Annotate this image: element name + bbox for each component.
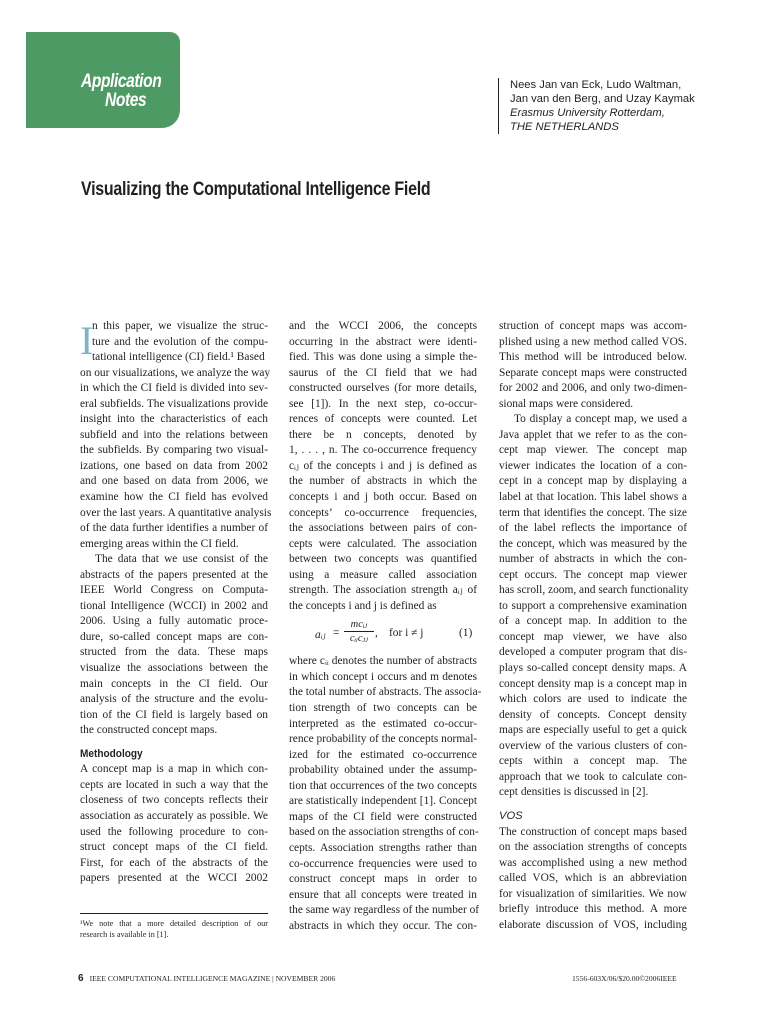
- text-line: in which concept i occurs and m denotes: [289, 670, 477, 683]
- text-line: where cᵢᵢ denotes the number of abstracts: [289, 655, 477, 668]
- text-line: interpreted as the estimated co-occur-: [289, 717, 477, 730]
- intro-block: [80, 319, 268, 366]
- text-line: concepts’ co-occurrence frequencies,: [289, 506, 477, 519]
- text-line: maps are especially useful to get a quick: [499, 724, 687, 737]
- text-line: sional maps were considered.: [499, 397, 634, 410]
- text-line: analysis of the structure and the evolu-: [80, 693, 268, 706]
- paragraph: [80, 762, 268, 886]
- text-line: n this paper, we visualize the struc-: [92, 320, 268, 332]
- text-line: there be n concepts, denoted by: [289, 428, 477, 441]
- text-line: in which the CI field is divided into sev-: [80, 382, 268, 395]
- text-line: cepts within a concept map. The: [499, 755, 687, 768]
- text-line: density of concepts. Concept density: [499, 708, 687, 721]
- text-line: association as accurately as possible. We: [80, 809, 268, 822]
- text-line: on our visualizations, we analyze the way: [80, 366, 271, 379]
- text-line: izations, one based on data from 2002: [80, 459, 268, 472]
- paragraph: [80, 366, 272, 553]
- text-line: overview of the various clusters of con-: [499, 739, 687, 752]
- page-number: 6: [78, 973, 84, 984]
- text-line: and one based on data from 2006, we: [80, 475, 268, 488]
- text-line: between two concepts was quantified: [289, 553, 477, 566]
- text-line: First, for each of the abstracts of the: [80, 856, 268, 869]
- text-line: plished using a new method called VOS.: [499, 335, 687, 348]
- text-line: eral subfields. The visualizations provide: [80, 397, 268, 410]
- text-line: concepts i and j both occur. Based on: [289, 491, 477, 504]
- page-footer-left: [78, 973, 335, 984]
- text-line: subfield and into the relations between: [80, 428, 268, 441]
- text-line: on the association strengths of concepts: [499, 841, 687, 854]
- text-line: Java applet that we refer to as the con-: [499, 428, 687, 441]
- text-line: was accomplished using a new method: [499, 856, 687, 869]
- text-line: the number of abstracts in which the: [289, 475, 477, 488]
- text-line: tion strength of two concepts can be: [289, 702, 477, 715]
- text-line: 1, . . . , n. The co-occurrence frequency: [289, 444, 477, 457]
- text-line: are statistically independent [1]. Concept: [289, 795, 477, 808]
- text-line: the total number of abstracts. The associa-: [289, 686, 482, 699]
- text-line: the same way regardless of the number of: [289, 904, 480, 917]
- paragraph: [499, 412, 687, 801]
- text-line: emerging areas within the CI field.: [80, 537, 239, 550]
- text-line: of a concept map. In addition to the: [499, 615, 687, 628]
- page-footer-right: 1556-603X/06/$20.00©2006IEEE: [572, 974, 677, 983]
- text-line: closeness of two concepts reflects their: [80, 794, 268, 807]
- section-badge-line2: Notes: [105, 90, 147, 111]
- text-line: to support a comprehensive examination: [499, 599, 687, 612]
- text-line: cᵢⱼ of the concepts i and j is defined as: [289, 459, 477, 472]
- text-line: plays so-called concept density maps. A: [499, 662, 687, 675]
- section-heading-vos: VOS: [499, 809, 523, 822]
- equation-denominator: cᵢᵢcⱼⱼ: [349, 633, 369, 645]
- text-line: the concept, which was measured by the: [499, 537, 687, 550]
- text-line: the concepts i and j is defined as: [289, 599, 437, 612]
- equation-comma: ,: [375, 627, 378, 640]
- text-line: co-occurrence frequencies were used to: [289, 857, 477, 870]
- text-line: the associations between pairs of con-: [289, 522, 477, 535]
- text-line: This method will be introduced below.: [499, 351, 687, 364]
- text-line: the subfields. By comparing two visual-: [80, 444, 268, 457]
- text-line: briefly introduce this method. A more: [499, 903, 687, 916]
- footnote: [80, 913, 268, 940]
- text-line: called VOS, which is an abbreviation: [499, 872, 687, 885]
- text-line: structed from the data. These maps: [80, 646, 268, 659]
- text-line: label at that location. This label shows a: [499, 491, 687, 504]
- text-line: Separate concept maps were constructed: [499, 366, 687, 379]
- text-line: IEEE World Congress on Computa-: [80, 584, 268, 597]
- text-line: tational intelligence (CI) field.¹ Based: [92, 351, 265, 364]
- section-badge-line1: Application: [81, 71, 162, 92]
- author-affiliation: Erasmus University Rotterdam,: [510, 107, 665, 119]
- text-line: using a measure called association: [289, 568, 477, 581]
- text-line: constructed ourselves (for more details,: [289, 382, 477, 395]
- text-line: cept map viewer. The concept map: [499, 444, 687, 457]
- footnote-line: research is available in [1].: [80, 930, 169, 939]
- text-line: cepts are located in such a way that the: [80, 778, 268, 791]
- equation-number: (1): [459, 627, 473, 640]
- text-line: viewer indicates the location of a con-: [499, 459, 687, 472]
- text-line: The data that we use consist of the: [95, 553, 268, 566]
- text-line: cept in a concept map by displaying a: [499, 475, 687, 488]
- text-line: fied. This was done using a simple the-: [289, 351, 477, 364]
- text-line: strength. The association strength aᵢⱼ of: [289, 584, 477, 597]
- text-line: examine how the CI field has evolved: [80, 491, 268, 504]
- equation-1: [289, 614, 477, 654]
- equation-equals: =: [333, 627, 340, 640]
- text-line: over the last years. A quantitative analysis: [80, 506, 272, 519]
- text-line: cepts. Association strengths rather than: [289, 841, 477, 854]
- text-line: papers presented at the WCCI 2002: [80, 872, 268, 885]
- text-line: and the WCCI 2006, the concepts: [289, 320, 477, 332]
- text-line: The construction of concept maps based: [499, 825, 687, 838]
- equation-fraction: [344, 618, 374, 645]
- footnote-line: ¹We note that a more detailed description of our: [80, 919, 268, 928]
- text-line: saurus of the CI field that we had: [289, 366, 477, 379]
- text-line: the constructed concept maps.: [80, 724, 218, 737]
- text-line: which colors are used to indicate the: [499, 693, 687, 706]
- text-line: approach that we took to calculate con-: [499, 770, 687, 783]
- text-line: visualize the associations between the: [80, 662, 268, 675]
- article-title: Visualizing the Computational Intelligence Field: [81, 179, 431, 200]
- text-line: struct concept maps of the CI field.: [80, 841, 268, 854]
- column-1: [80, 318, 272, 887]
- paragraph: [289, 319, 477, 614]
- text-line: for visualization of similarities. We now: [499, 887, 687, 900]
- equation-numerator: mcᵢⱼ: [344, 618, 374, 632]
- paragraph: [499, 319, 687, 412]
- text-line: cepts were calculated. The association: [289, 537, 477, 550]
- text-line: elaborate discussion of VOS, including: [499, 918, 687, 931]
- text-line: A concept map is a map in which con-: [80, 763, 268, 776]
- text-line: main concepts in the CI field. Our: [80, 677, 268, 690]
- paragraph: [289, 654, 482, 934]
- text-line: concept map viewer, we have also: [499, 630, 687, 643]
- column-2: [289, 319, 482, 934]
- author-names-line2: Jan van den Berg, and Uzay Kaymak: [510, 93, 695, 105]
- text-line: ture and the evolution of the compu-: [92, 335, 268, 348]
- text-line: ized for the estimated co-occurrence: [289, 748, 477, 761]
- paragraph: [80, 319, 268, 366]
- text-line: insight into the characteristics of each: [80, 413, 268, 426]
- column-3: [499, 319, 687, 933]
- drop-cap: I: [80, 318, 94, 363]
- text-line: struction of concept maps was accom-: [499, 320, 687, 332]
- text-line: ensure that all concepts were treated in: [289, 888, 477, 901]
- text-line: see [1]). In the next step, co-occur-: [289, 397, 477, 410]
- text-line: cept occurs. The concept map viewer: [499, 568, 687, 581]
- text-line: rences of concepts were counted. Let: [289, 413, 477, 426]
- author-names-line1: Nees Jan van Eck, Ludo Waltman,: [510, 79, 682, 91]
- author-block: [498, 78, 710, 134]
- text-line: 2006. Using a fully automatic proce-: [80, 615, 268, 628]
- text-line: based on the association strengths of con-: [289, 826, 479, 839]
- paragraph: [499, 825, 687, 934]
- text-line: dure, so-called concept maps are con-: [80, 630, 268, 643]
- text-line: number of abstracts in which the con-: [499, 553, 687, 566]
- text-line: concept density map is a concept map in: [499, 677, 687, 690]
- text-line: has scroll, zoom, and search functionality: [499, 584, 689, 597]
- text-line: occurring in the abstract were identi-: [289, 335, 477, 348]
- section-badge: [26, 32, 180, 128]
- text-line: tional Intelligence (WCCI) in 2002 and: [80, 599, 268, 612]
- text-line: maps of the CI field were constructed: [289, 810, 477, 823]
- equation-condition: for i ≠ j: [389, 627, 424, 640]
- text-line: used the following procedure to con-: [80, 825, 268, 838]
- text-line: rence probability of the concepts normal-: [289, 733, 478, 746]
- text-line: To display a concept map, we used a: [514, 413, 687, 426]
- text-line: developed a computer program that dis-: [499, 646, 687, 659]
- text-line: probability obtained under the assump-: [289, 764, 477, 777]
- author-country: THE NETHERLANDS: [510, 121, 619, 133]
- text-line: abstracts of the papers presented at the: [80, 568, 268, 581]
- text-line: abstracts in which they occur. The con-: [289, 919, 477, 932]
- text-line: cept densities is discussed in [2].: [499, 786, 649, 799]
- text-line: tion of the CI field is largely based on: [80, 708, 268, 721]
- journal-info: IEEE COMPUTATIONAL INTELLIGENCE MAGAZINE | NOVEMBER 2006: [89, 974, 336, 983]
- paragraph: [80, 552, 268, 739]
- text-line: of the data further identifies a number of: [80, 522, 268, 535]
- text-line: term that identifies the concept. The size: [499, 506, 687, 519]
- text-line: tion that occurrences of the two concepts: [289, 779, 477, 792]
- text-line: construct concept maps in order to: [289, 873, 477, 886]
- text-line: for 2002 and 2006, and only two-dimen-: [499, 382, 687, 395]
- section-heading-methodology: Methodology: [80, 747, 143, 760]
- equation-lhs: aᵢⱼ: [315, 629, 326, 642]
- text-line: of the label reflects the importance of: [499, 522, 687, 535]
